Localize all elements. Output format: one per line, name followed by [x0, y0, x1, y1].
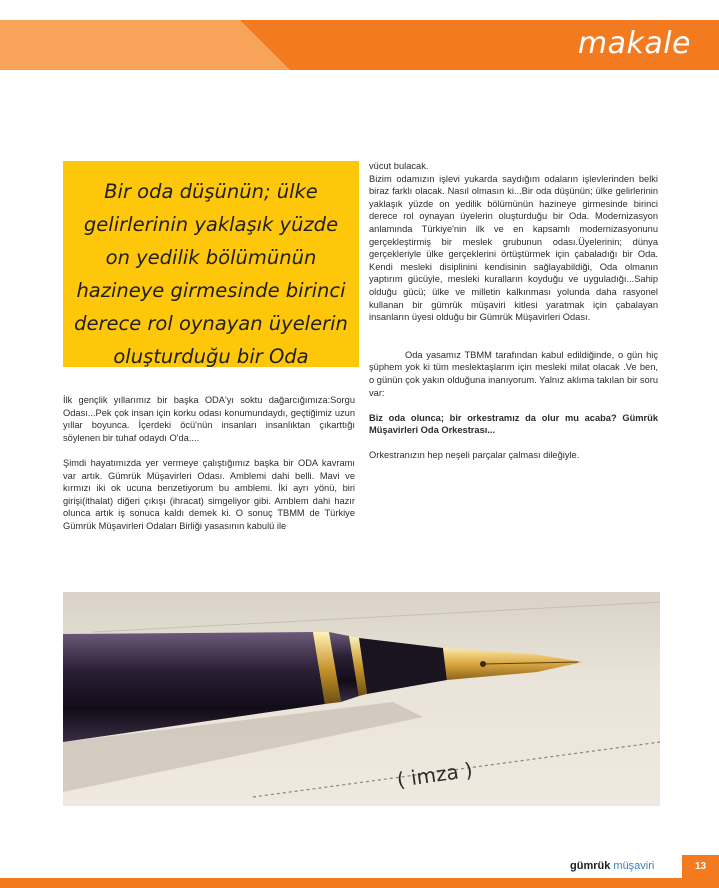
pull-quote-text: Bir oda düşünün; ülke gelirlerinin yaklaşık yüzde on yedilik bölümünün hazineye girmesinde birinci derece rol oynayan üyelerin oluşturduğu bir Oda — [74, 180, 348, 368]
page-number: 13 — [682, 855, 719, 878]
brand-light: müşaviri — [613, 860, 655, 872]
footer-bar — [0, 878, 719, 888]
pull-quote-box — [63, 161, 359, 367]
right-paragraph-2: Bizim odamızın işlevi yukarda saydığım odaların işlevlerinden belki biraz farklı olacak. Nasıl olmasın ki...Bir oda düşünün; ülke gelirlerinin yaklaşık yüzde on yedilik bölümünün hazineye girmesinde birinci derece rol oynayan üyelerin oluşturduğu bir Oda. Modernizasyon anlamında Türkiye'nin ilk ve en kapsamlı modernizasyonunu gerçekleştirmiş bir meslek grubunun odası.Üyelerinin; dünya gerçekleriyle ülke gerçeklerini örtüştürmek için çabaladığı bir Oda. Kendi mesleki disiplinini kendisinin sağlayabildiği, Oda olmanın yaptırım gücüyle, mesleki kuralların koyduğu ve uyguladığı...Sahip olduğu gücü; ülke ve milletin kalkınması yolunda daha rasyonel kullanan bir gümrük müşaviri kitlesi yaratmak için çabalayan insanların üyesi olduğu bir Gümrük Müşavirleri Odası. — [369, 173, 658, 323]
section-title: makale — [577, 26, 691, 61]
right-column — [369, 160, 658, 580]
pen-nib — [443, 648, 583, 680]
right-paragraph-3: Oda yasamız TBMM tarafından kabul edildiğinde, o gün hiç şüphem yok ki tüm meslektaşlarım için mesleki milat olacak .Ve ben, o günün çok yakın olduğuna inanıyorum. Yalnız aklıma takılan bir soru var: — [369, 349, 658, 398]
fountain-pen-photo — [63, 592, 660, 806]
magazine-brand — [570, 860, 654, 872]
left-paragraph-1: İlk gençlik yıllarımız bir başka ODA'yı soktu dağarcığımıza:Sorgu Odası...Pek çok insan için korku odası konumundaydı, geçtiğimiz uzun yıllar boyunca. İçerdeki öcü'nün insanları insanlıktan çıkarttığı söylenen bir tuhaf odaydı O'da.... — [63, 395, 355, 443]
brand-bold: gümrük — [570, 860, 611, 872]
left-column — [63, 394, 355, 590]
right-paragraph-1: vücut bulacak. — [369, 161, 429, 171]
signature-label: ( imza ) — [395, 757, 475, 792]
right-paragraph-closing: Orkestranızın hep neşeli parçalar çalması dileğiyle. — [369, 450, 580, 461]
left-paragraph-2: Şimdi hayatımızda yer vermeye çalıştığımız başka bir ODA kavramı var artık. Gümrük Müşavirleri Odası. Amblemi dahi belli. Mavi ve kırmızı iki ok ucuna benzetiyorum bu amblemi. İki ayrı yönü, biri girişi(ithalat) diğeri çıkışı (ihracat) simgeliyor gibi. Amblem dahi hazır olunca artık iş sonuca kaldı demek ki. O sonuç TBMM de Türkiye Gümrük Müşavirleri Odaları Birliği yasasının kabulü ile — [63, 457, 355, 531]
right-paragraph-question: Biz oda olunca; bir orkestramız da olur mu acaba? Gümrük Müşavirleri Oda Orkestrası... — [369, 412, 658, 436]
